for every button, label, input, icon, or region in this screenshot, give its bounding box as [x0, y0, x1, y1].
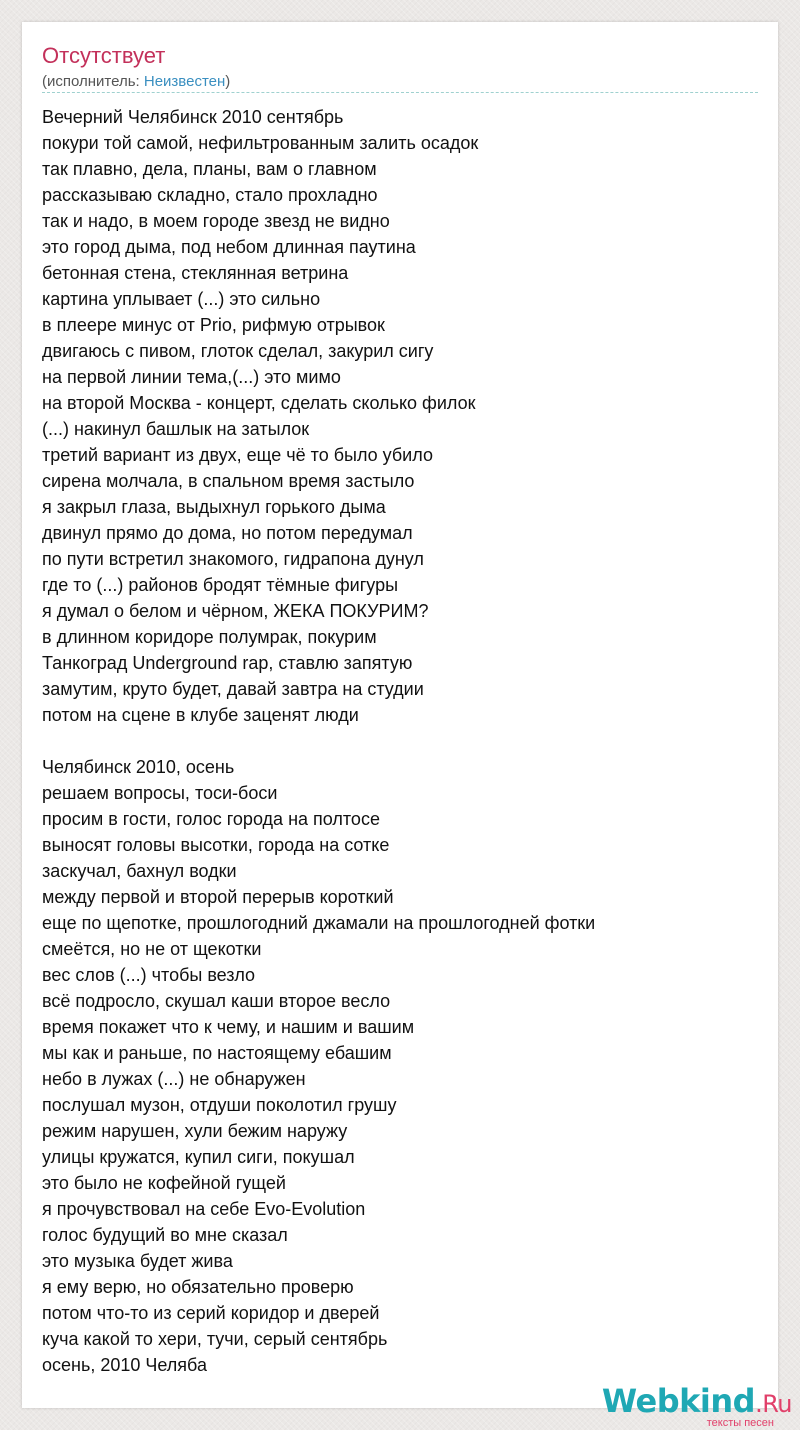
lyric-line: по пути встретил знакомого, гидрапона дунул	[42, 549, 424, 569]
lyric-line: это город дыма, под небом длинная паутина	[42, 237, 416, 257]
lyric-line: улицы кружатся, купил сиги, покушал	[42, 1147, 355, 1167]
lyrics-text	[42, 104, 758, 1378]
lyric-line: я прочувствовал на себе Evo-Evolution	[42, 1199, 366, 1219]
lyric-line: смеётся, но не от щекотки	[42, 939, 262, 959]
lyric-line: Челябинск 2010, осень	[42, 757, 235, 777]
lyric-line: картина уплывает (...) это сильно	[42, 289, 321, 309]
lyric-line: двигаюсь с пивом, глоток сделал, закурил сигу	[42, 341, 434, 361]
lyric-line: потом что-то из серий коридор и дверей	[42, 1303, 380, 1323]
logo-tld: .Ru	[755, 1390, 792, 1418]
lyric-line: просим в гости, голос города на полтосе	[42, 809, 380, 829]
lyric-line: мы как и раньше, по настоящему ебашим	[42, 1043, 392, 1063]
lyric-line: бетонная стена, стеклянная ветрина	[42, 263, 349, 283]
lyric-line: покури той самой, нефильтрованным залить осадок	[42, 133, 479, 153]
lyric-line: Танкоград Underground rap, ставлю запятую	[42, 653, 413, 673]
lyric-line: еще по щепотке, прошлогодний джамали на прошлогодней фотки	[42, 913, 596, 933]
lyric-line: так и надо, в моем городе звезд не видно	[42, 211, 390, 231]
artist-prefix: (исполнитель:	[42, 73, 144, 90]
lyric-line: всё подросло, скушал каши второе весло	[42, 991, 391, 1011]
lyric-line: на первой линии тема,(...) это мимо	[42, 367, 341, 387]
song-title: Отсутствует	[42, 43, 166, 68]
lyric-line: время покажет что к чему, и нашим и вашим	[42, 1017, 415, 1037]
lyric-line: я закрыл глаза, выдыхнул горького дыма	[42, 497, 386, 517]
artist-line	[42, 72, 230, 92]
artist-suffix: )	[225, 73, 231, 90]
lyric-line: так плавно, дела, планы, вам о главном	[42, 159, 377, 179]
lyric-line: вес слов (...) чтобы везло	[42, 965, 256, 985]
site-logo[interactable]	[592, 1382, 792, 1428]
lyric-line: решаем вопросы, тоси-боси	[42, 783, 278, 803]
logo-name: Webkind	[601, 1382, 756, 1420]
lyric-line: двинул прямо до дома, но потом передумал	[42, 523, 413, 543]
lyric-line: где то (...) районов бродят тёмные фигуры	[42, 575, 399, 595]
lyric-line: рассказываю складно, стало прохладно	[42, 185, 378, 205]
lyric-line: заскучал, бахнул водки	[42, 861, 237, 881]
lyric-line: выносят головы высотки, города на сотке	[42, 835, 390, 855]
lyric-line: осень, 2010 Челяба	[42, 1355, 207, 1375]
lyric-line: Вечерний Челябинск 2010 сентябрь	[42, 107, 344, 127]
verse-2	[42, 754, 758, 1378]
lyric-line: я ему верю, но обязательно проверю	[42, 1277, 354, 1297]
title-divider	[42, 92, 758, 93]
lyric-line: послушал музон, отдуши поколотил грушу	[42, 1095, 397, 1115]
lyric-line: замутим, круто будет, давай завтра на студии	[42, 679, 424, 699]
lyric-line: между первой и второй перерыв короткий	[42, 887, 394, 907]
verse-gap	[42, 728, 758, 754]
lyrics-card	[22, 22, 778, 1408]
lyric-line: в длинном коридоре полумрак, покурим	[42, 627, 377, 647]
lyric-line: (...) накинул башлык на затылок	[42, 419, 310, 439]
lyric-line: небо в лужах (...) не обнаружен	[42, 1069, 306, 1089]
lyric-line: голос будущий во мне сказал	[42, 1225, 288, 1245]
lyric-line: это музыка будет жива	[42, 1251, 233, 1271]
lyric-line: сирена молчала, в спальном время застыло	[42, 471, 415, 491]
lyric-line: на второй Москва - концерт, сделать сколько филок	[42, 393, 476, 413]
lyric-line: куча какой то хери, тучи, серый сентябрь	[42, 1329, 388, 1349]
logo-tagline: тексты песен	[706, 1417, 774, 1429]
lyric-line: потом на сцене в клубе заценят люди	[42, 705, 359, 725]
lyric-line: третий вариант из двух, еще чё то было убило	[42, 445, 433, 465]
lyric-line: в плеере минус от Prio, рифмую отрывок	[42, 315, 385, 335]
lyric-line: я думал о белом и чёрном, ЖЕКА ПОКУРИМ?	[42, 601, 429, 621]
artist-link[interactable]: Неизвестен	[143, 73, 226, 90]
lyric-line: режим нарушен, хули бежим наружу	[42, 1121, 348, 1141]
lyric-line: это было не кофейной гущей	[42, 1173, 286, 1193]
verse-1	[42, 104, 758, 728]
